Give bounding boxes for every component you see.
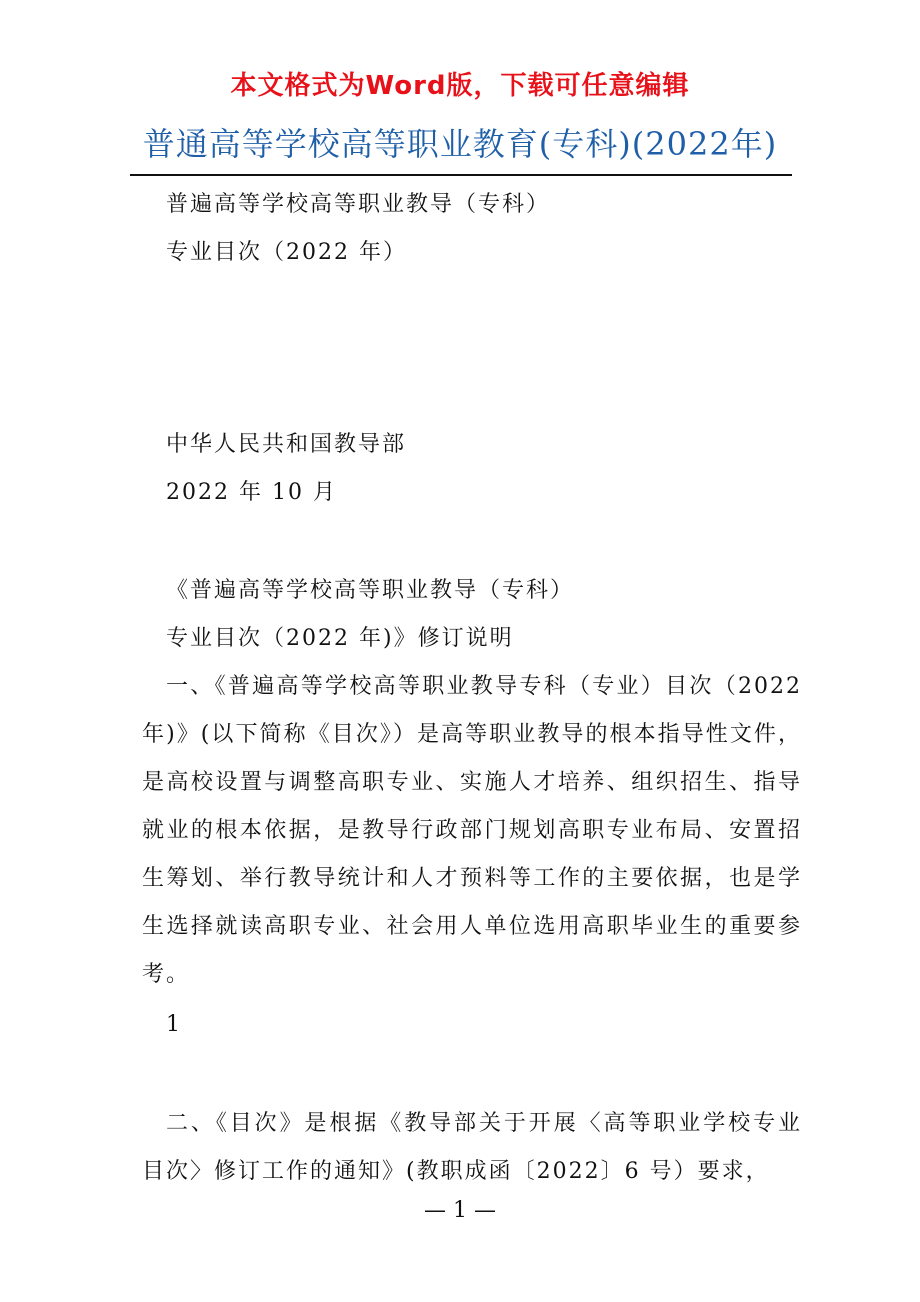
issue-date: 2022 年 10 月 xyxy=(166,480,337,505)
issuer: 中华人民共和国教导部 xyxy=(166,432,407,457)
cover-line-1: 普遍高等学校高等职业教导（专科） xyxy=(166,192,551,217)
paragraph-2: 二、《目次》是根据《教导部关于开展〈高等职业学校专业目次〉修订工作的通知》(教职成函〔2022〕6 号）要求， xyxy=(142,1111,802,1184)
document-title: 普通高等学校高等职业教育(专科)(2022年) xyxy=(142,125,778,163)
notes-heading-line-2: 专业目次（2022 年)》修订说明 xyxy=(166,626,514,651)
notes-heading-line-1: 《普遍高等学校高等职业教导（专科） xyxy=(166,578,575,603)
page-number: — 1 — xyxy=(424,1198,496,1223)
inline-number: 1 xyxy=(166,1012,182,1037)
download-banner: 本文格式为Word版，下载可任意编辑 xyxy=(230,71,690,101)
cover-line-2: 专业目次（2022 年） xyxy=(166,240,407,265)
title-divider xyxy=(130,174,792,176)
paragraph-1: 一、《普遍高等学校高等职业教导专科（专业）目次（2022 年)》(以下简称《目次》）是高等职业教导的根本指导性文件，是高校设置与调整高职专业、实施人才培养、组织招生、指导就业的根本依据，是教导行政部门规划高职专业布局、安置招生筹划、举行教导统计和人才预料等工作的主要依据，也是学生选择就读高职专业、社会用人单位选用高职毕业生的重要参考。 xyxy=(142,674,802,987)
